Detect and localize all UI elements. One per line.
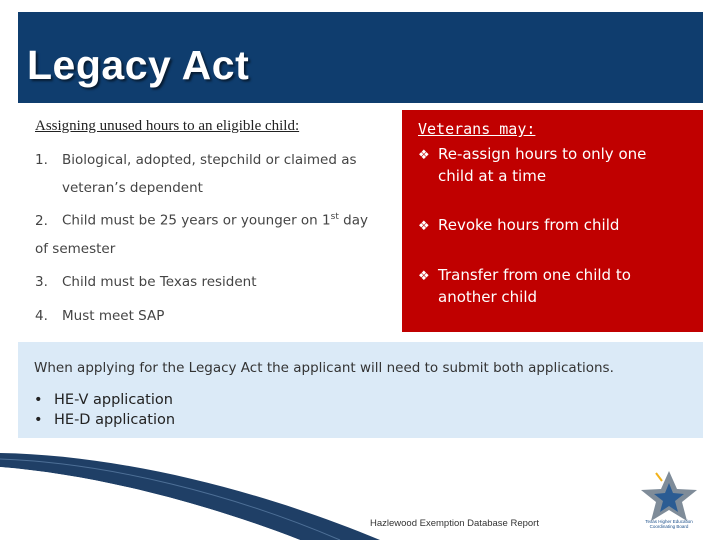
eligibility-heading: Assigning unused hours to an eligible child: <box>35 118 300 134</box>
bullet-text: Revoke hours from child <box>438 216 620 234</box>
bullet-dot: • <box>34 392 43 408</box>
item-number: 4. <box>35 308 48 324</box>
veterans-bullet-2 <box>418 215 693 237</box>
eligibility-item-1 <box>35 152 357 168</box>
veterans-panel <box>402 110 703 332</box>
bullet-text-cont: child at a time <box>438 167 547 185</box>
application-item-text: HE-V application <box>54 392 173 408</box>
logo-caption-line-2: Coordinating Board <box>649 524 689 529</box>
item-text: Biological, adopted, stepchild or claimed as <box>62 152 357 168</box>
eligibility-section <box>35 118 395 324</box>
bullet-text: Transfer from one child to <box>438 266 631 284</box>
bullet-dot: • <box>34 412 43 428</box>
application-note <box>18 342 703 438</box>
veterans-bullet-3 <box>418 265 693 307</box>
application-item-text: HE-D application <box>54 412 176 428</box>
item-text: Child must be Texas resident <box>62 274 257 290</box>
application-item <box>34 390 175 410</box>
eligibility-item-4 <box>35 308 164 324</box>
item-text: Child must be 25 years or younger on 1 <box>62 212 331 229</box>
application-item <box>34 410 175 430</box>
bullet-text-cont: another child <box>438 288 538 306</box>
logo-caption-line-1: Texas Higher Education <box>645 519 693 524</box>
bullet-text: Re-assign hours to only one <box>438 145 647 163</box>
item-text-end: day <box>338 212 368 229</box>
veterans-heading: Veterans may: <box>418 120 536 138</box>
item-number: 1. <box>35 152 48 168</box>
page-title: Legacy Act <box>27 42 250 88</box>
note-text: When applying for the Legacy Act the applicant will need to submit both applications. <box>34 360 614 376</box>
diamond-bullet-icon: ❖ <box>418 219 430 234</box>
eligibility-item-2-cont: of semester <box>35 241 116 257</box>
logo-caption <box>636 519 702 529</box>
eligibility-item-2 <box>35 212 368 229</box>
diamond-bullet-icon: ❖ <box>418 148 430 163</box>
application-list <box>34 390 175 430</box>
veterans-bullet-1 <box>418 144 693 186</box>
item-superscript: st <box>330 212 339 222</box>
item-number: 2. <box>35 212 48 229</box>
footer-text: Hazlewood Exemption Database Report <box>370 518 539 529</box>
eligibility-item-3 <box>35 274 257 290</box>
diamond-bullet-icon: ❖ <box>418 269 430 284</box>
decorative-swoosh <box>0 445 720 540</box>
item-text: Must meet SAP <box>62 308 165 324</box>
title-bar <box>18 12 703 103</box>
eligibility-item-1-cont: veteran’s dependent <box>62 180 203 196</box>
item-number: 3. <box>35 274 48 290</box>
